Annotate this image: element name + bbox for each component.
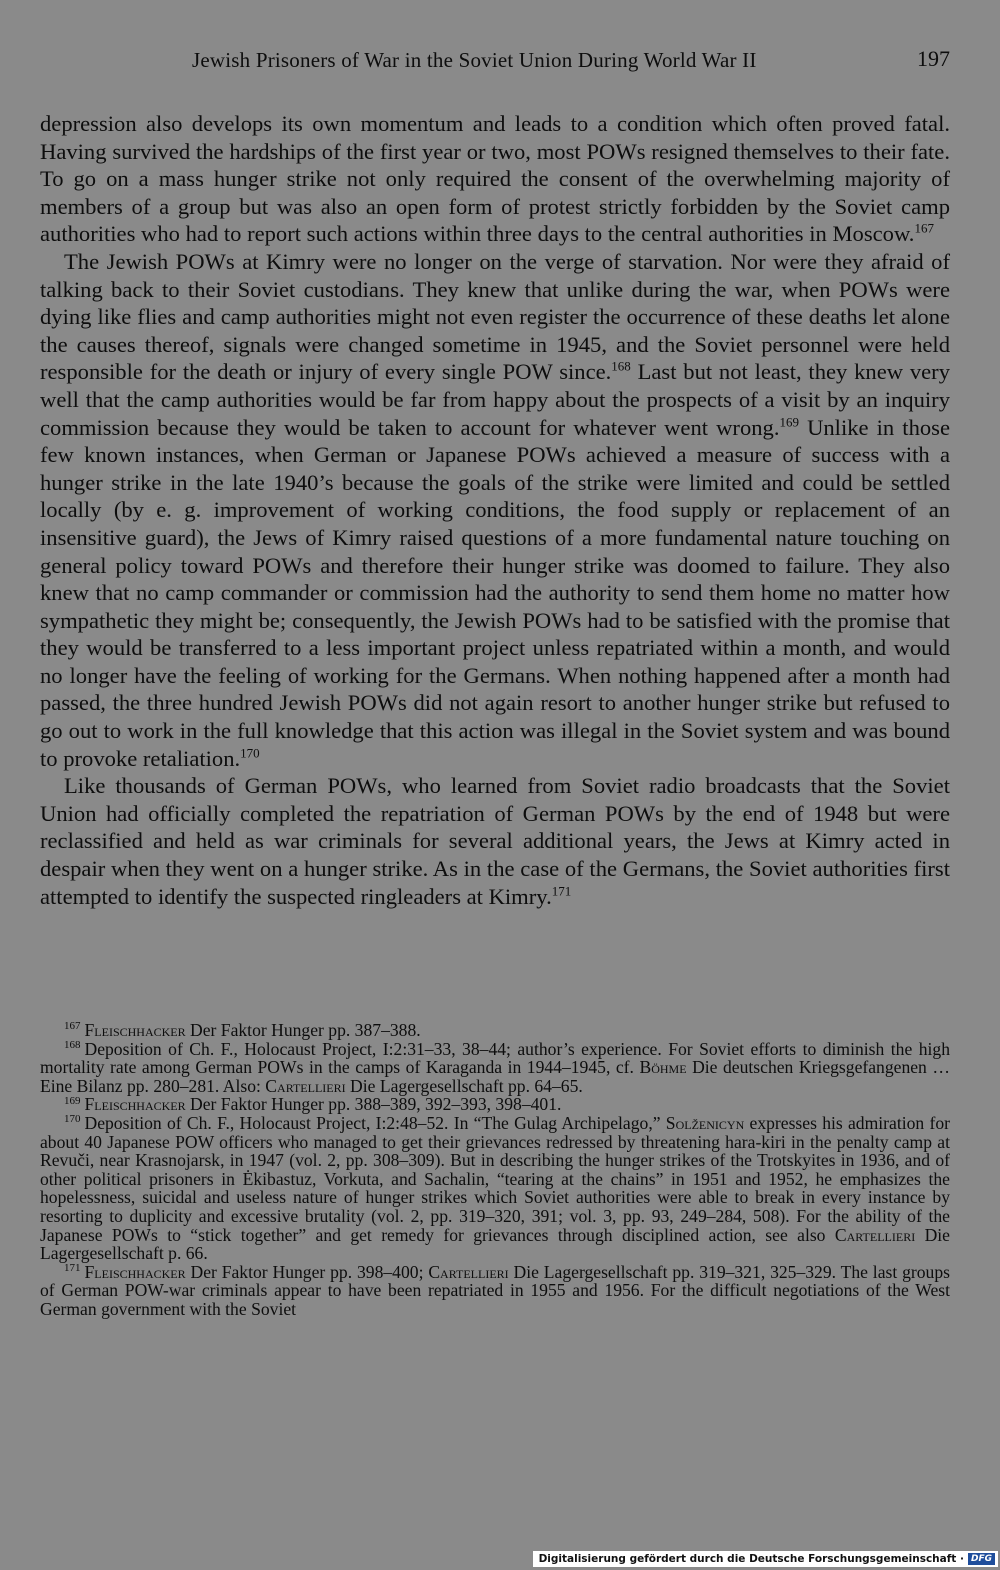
footnote: $^{170}$ Deposition of Ch. F., Holocaust Project, I:2:48–52. In “The Gulag Archipelago,” Solženicyn expresses his admiration for about 40 Japanese POW officers who managed to get their grievances redressed by threatening hara-kiri in the penalty camp at Revuči, near Krasnojarsk, in 1947 (vol. 2, pp. 308–309). But in describing the hunger strikes of the Trotskyites in 1936, and of other political prisoners in Ėkibastuz, Vorkuta, and Sachalin, “tearing at the chains” in 1951 and 1952, he emphasizes the hopelessness, suicidal and useless nature of hunger strikes which Soviet authorities were able to break in every instance by resorting to duplicity and excessive brutality (vol. 2, pp. 319–320, 391; vol. 3, pp. 93, 249–284, 508). For the ability of the Japanese POWs to “stick together” and get remedy for grievances through disciplined action, see also Cartellieri Die Lagergesellschaft p. 66. [40, 1112, 950, 1264]
dfg-logo-icon: DFG [968, 1553, 995, 1565]
running-title: Jewish Prisoners of War in the Soviet Union During World War II [192, 48, 757, 72]
footnote: $^{168}$ Deposition of Ch. F., Holocaust Project, I:2:31–33, 38–44; author’s experience. For Soviet efforts to diminish the high mortality rate among German POWs in the camps of Karaganda in 1944–1945, cf. Böhme Die deutschen Kriegsgefangenen … Eine Bilanz pp. 280–281. Also: Cartellieri Die Lagergesellschaft pp. 64–65. [40, 1038, 950, 1096]
page-header [40, 42, 950, 76]
footnote-ref[interactable]: 170 [240, 745, 260, 761]
credit-text: Digitalisierung gefördert durch die Deutsche Forschungsgemeinschaft · [538, 1553, 964, 1565]
paragraph: depression also develops its own momentum and leads to a condition which often proved fatal. Having survived the hardships of the first year or two, most POWs resigned themselves to their fate. To go on a mass hunger strike not only required the consent of the overwhelming majority of members of a group but was also an open form of protest strictly forbidden by the Soviet camp authorities who had to report such actions within three days to the central authorities in Moscow.$^{167}$ [40, 111, 950, 247]
footnote-number: 171 [64, 1261, 81, 1274]
footnote-number: 168 [64, 1038, 81, 1051]
footnote-ref[interactable]: 171 [551, 883, 572, 899]
footnote: $^{171}$ Fleischhacker Der Faktor Hunger pp. 398–400; Cartellieri Die Lagergesellschaft pp. 319–321, 325–329. The last groups of German POW-war criminals appear to have been repatriated in 1955 and 1956. For the difficult negotiations of the West German government with the Soviet [40, 1261, 950, 1319]
footnote-number: 170 [64, 1113, 81, 1126]
footnote-ref[interactable]: 169 [779, 414, 799, 429]
footnote: $^{169}$ Fleischhacker Der Faktor Hunger pp. 388–389, 392–393, 398–401. [64, 1094, 562, 1115]
page-number: 197 [917, 46, 950, 71]
paragraph: Like thousands of German POWs, who learned from Soviet radio broadcasts that the Soviet Union had officially completed the repatriation of German POWs by the end of 1948 but were reclassified and held as war criminals for several additional years, the Jews at Kimry acted in despair when they went on a hunger strike. As in the case of the Germans, the Soviet authorities first attempted to identify the suspected ringleaders at Kimry.$^{171}$ [40, 773, 950, 909]
paragraph: The Jewish POWs at Kimry were no longer on the verge of starvation. Nor were they afraid of talking back to their Soviet custodians. They knew that unlike during the war, when POWs were dying like flies and camp authorities might not even register the occurrence of these deaths let alone the causes thereof, signals were changed sometime in 1945, and the Soviet personnel were held responsible for the death or injury of every single POW since.$^{168}$ Last but not least, they knew very well that the camp authorities would be far from happy about the prospects of a visit by an inquiry commission because they would be taken to account for whatever went wrong.$^{169}$ Unlike in those few known instances, when German or Japanese POWs achieved a measure of success with a hunger strike in the late 1940’s because the goals of the strike were limited and could be settled locally (by e. g. improvement of working conditions, the food supply or replacement of an insensitive guard), the Jews of Kimry raised questions of a more fundamental nature touching on general policy toward POWs and therefore their hunger strike was doomed to failure. They also knew that no camp commander or commission had the authority to send them home no matter how sympathetic they might be; consequently, the Jewish POWs had to be satisfied with the promise that they would be transferred to a less important project unless repatriated within a month, and would no longer have the feeling of working for the Germans. When nothing happened after a month had passed, the three hundred Jewish POWs did not again resort to another hunger strike but refused to go out to work in the full knowledge that this action was illegal in the Soviet system and was bound to provoke retaliation.$^{170}$ [40, 248, 950, 771]
footnote-number: 167 [64, 1020, 81, 1033]
digitization-credit [533, 1551, 998, 1567]
footnote: $^{167}$ Fleischhacker Der Faktor Hunger pp. 387–388. [64, 1020, 421, 1040]
footnote-number: 169 [64, 1094, 81, 1107]
footnote-ref[interactable]: 167 [914, 220, 934, 236]
footnote-ref[interactable]: 168 [611, 358, 631, 374]
body-text [40, 110, 950, 910]
footnotes [40, 1021, 950, 1319]
